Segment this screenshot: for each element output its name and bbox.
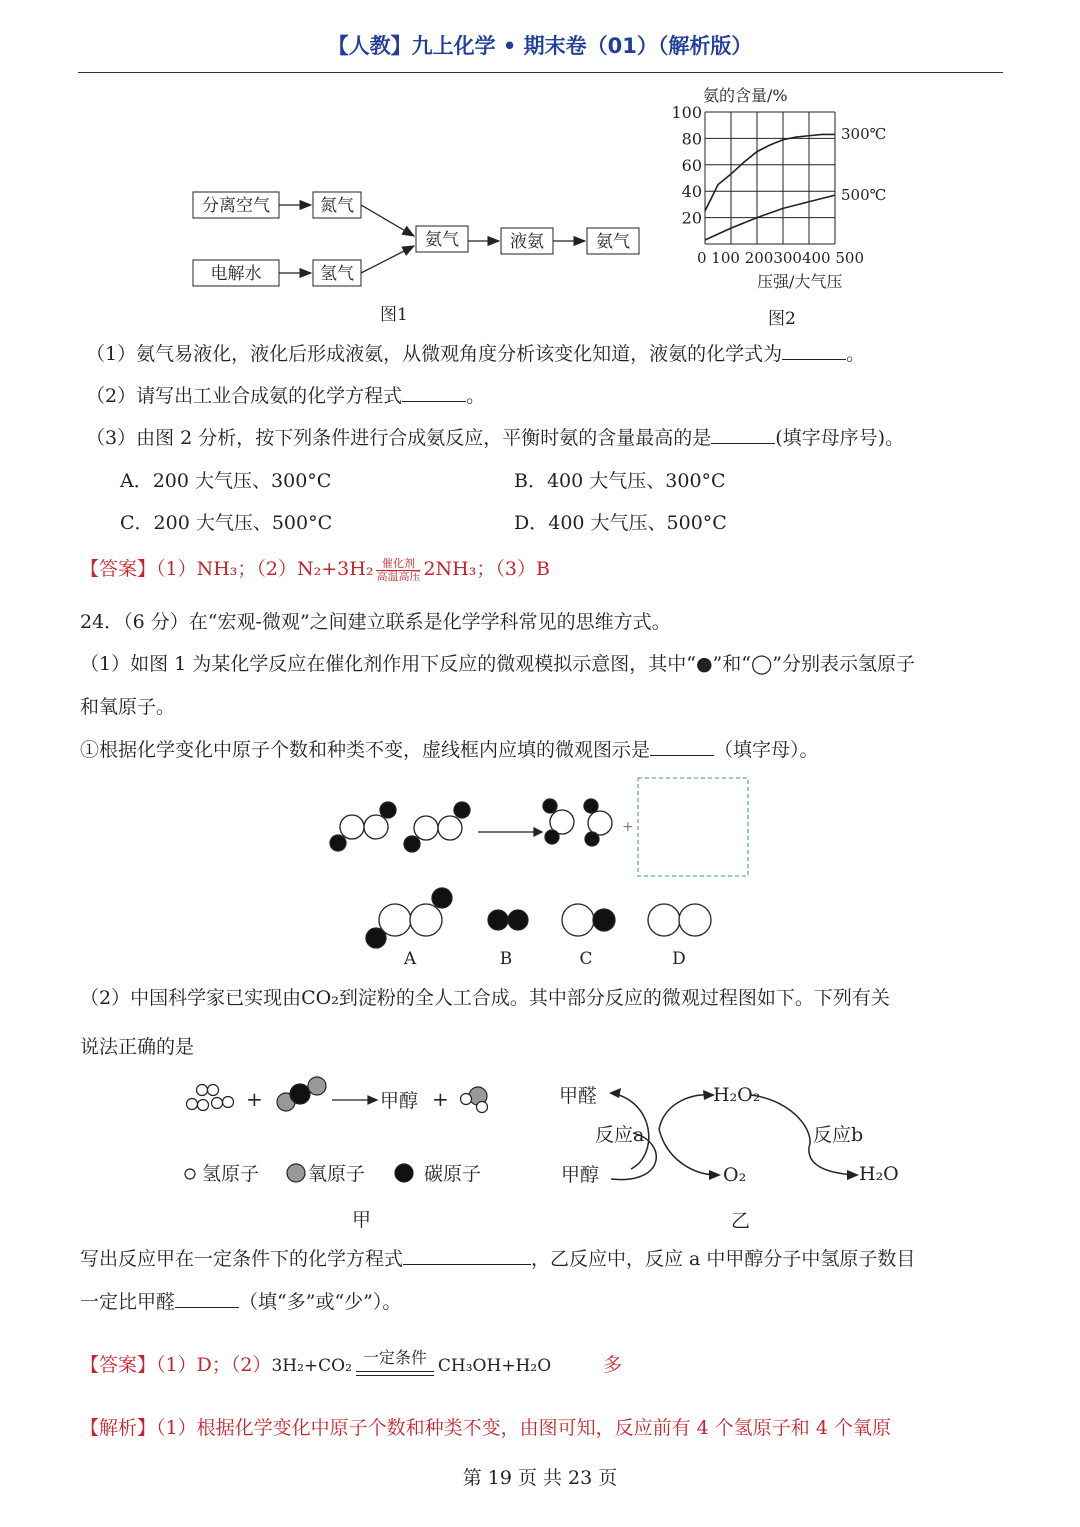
dashed-answer-box [638,778,748,876]
q24-answer: 【答案】（1）D；（2）3H₂+CO₂ 一定条件 CH₃OH+H₂O 多 [80,1348,623,1376]
choice-a: A [403,949,417,969]
yi-o2: O₂ [723,1164,747,1186]
yi-reaction-b: 反应b [813,1124,864,1146]
figure-1-flowchart [185,180,645,330]
q23-part2: （2）请写出工业合成氨的化学方程式 。 [86,385,486,407]
chart-ylabel: 氨的含量/% [703,86,788,105]
figure-1-caption: 图1 [380,305,408,325]
product-methanol: 甲醇 [380,1090,419,1112]
caption-yi: 乙 [731,1210,751,1232]
figure-2-caption: 图2 [768,309,796,329]
choice-c: C [579,949,593,969]
chart-xlabel: 压强/大气压 [757,272,843,291]
q23-option-b: B．400 大气压、300°C [514,470,726,492]
diagram-jia [180,1072,510,1237]
box-ammonia-2: 氨气 [596,232,630,252]
choice-b: B [499,949,513,969]
header-rule [78,72,1003,73]
q24-part1-a: （1）如图 1 为某化学反应在催化剂作用下反应的微观模拟示意图，其中“●”和“◯”分别表示氢原子 [80,653,915,675]
q24-stem: 24．（6 分）在“宏观-微观”之间建立联系是化学学科常见的思维方式。 [80,611,671,633]
yi-h2o2: H₂O₂ [713,1084,761,1106]
ytick-20: 20 [681,208,702,228]
svg-text:+: + [432,1087,449,1111]
yi-reaction-a: 反应a [595,1124,645,1146]
box-separate-air: 分离空气 [202,196,270,216]
box-nitrogen: 氮气 [320,196,354,216]
plus-sign: + [622,819,634,835]
chart-xticks: 0 100 200300400 500 [697,249,864,267]
ytick-60: 60 [681,155,702,175]
svg-text:+: + [246,1087,263,1111]
box-ammonia-1: 氨气 [425,230,459,250]
legend-hydrogen: 氢原子 [202,1163,260,1185]
yi-methanol: 甲醇 [561,1164,600,1186]
ytick-80: 80 [681,129,702,149]
box-hydrogen: 氢气 [320,264,354,284]
series-label-300: 300℃ [841,125,887,143]
box-electrolysis: 电解水 [210,264,262,284]
q23-option-c: C．200 大气压、500°C [120,512,333,534]
q24-part1-b: 和氧原子。 [80,696,176,718]
choice-d: D [672,949,686,969]
page-header: 【人教】九上化学 • 期末卷（01）（解析版） [327,34,753,58]
q23-part1: （1）氨气易液化，液化后形成液氨，从微观角度分析该变化知道，液氨的化学式为 。 [86,343,866,365]
legend-carbon: 碳原子 [424,1163,482,1185]
q23-part3: （3）由图 2 分析，按下列条件进行合成氨反应，平衡时氨的含量最高的是 (填字母序号)。 [86,427,905,449]
q24-part3-b: 一定比甲醛 （填“多”或“少”）。 [80,1291,402,1313]
ytick-40: 40 [681,182,702,202]
box-liquid-ammonia: 液氨 [510,232,544,252]
page-footer: 第 19 页 共 23 页 [462,1467,618,1489]
q23-option-d: D．400 大气压、500°C [514,512,727,534]
q24-analysis: 【解析】（1）根据化学变化中原子个数和种类不变，由图可知，反应前有 4 个氢原子和 4 个氧原 [80,1417,891,1439]
q23-answer: 【答案】（1）NH₃；（2）N₂+3H₂ $\frac{\text{催化剂}}{\text{高温高压}}$ 2NH₃；（3）B [80,556,550,583]
figure-2-chart [665,82,905,332]
caption-jia: 甲 [352,1209,372,1231]
q24-part3-a: 写出反应甲在一定条件下的化学方程式 ，乙反应中，反应 a 中甲醇分子中氢原子数目 [80,1248,916,1270]
series-label-500: 500℃ [841,186,887,204]
yi-h2o: H₂O [859,1163,899,1185]
q24-part2-a: （2）中国科学家已实现由CO₂到淀粉的全人工合成。其中部分反应的微观过程图如下。下列有关 [80,987,890,1009]
q23-option-a: A．200 大气压、300°C [120,470,332,492]
q24-part1-c: ①根据化学变化中原子个数和种类不变，虚线框内应填的微观图示是 （填字母）。 [80,739,819,761]
yi-formaldehyde: 甲醛 [559,1085,598,1107]
legend-oxygen: 氧原子 [308,1163,366,1185]
ytick-100: 100 [671,103,702,122]
diagram-yi [555,1075,915,1237]
q24-part2-b: 说法正确的是 [80,1036,195,1058]
q24-reaction-diagram [320,770,760,970]
